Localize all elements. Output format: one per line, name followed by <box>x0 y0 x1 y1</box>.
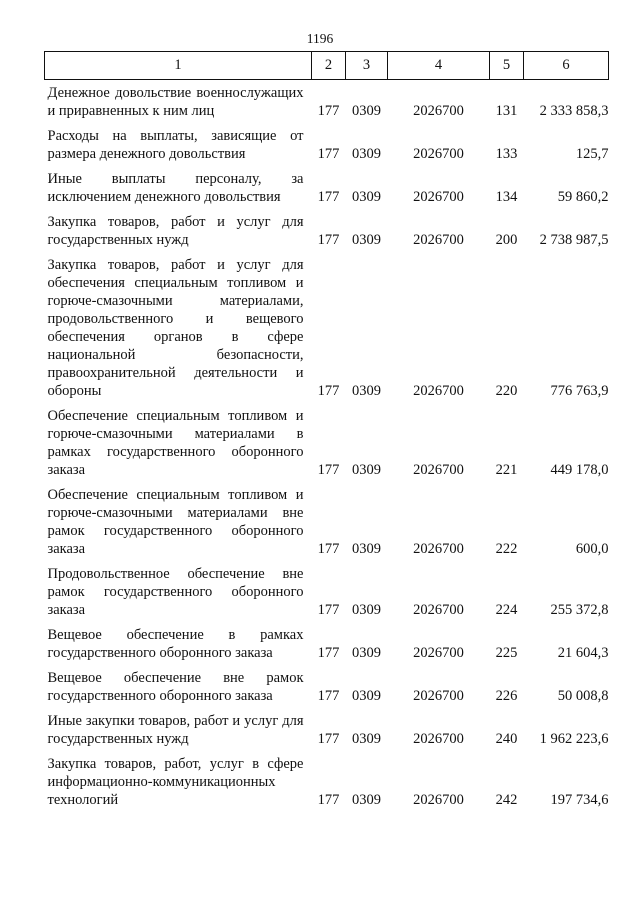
column-header-1: 1 <box>45 52 312 80</box>
row-amount: 59 860,2 <box>557 189 609 205</box>
row-ministry: 177 <box>317 688 340 704</box>
row-amount: 255 372,8 <box>550 602 609 618</box>
row-expense-type: 242 <box>495 792 518 808</box>
row-ministry: 177 <box>317 103 340 119</box>
row-target: 2026700 <box>413 462 464 478</box>
row-name: Обеспечение специальным топливом и горюче-смазочными материалами в рамках государственного оборонного заказа <box>47 408 304 478</box>
row-name: Иные закупки товаров, работ и услуг для государственных нужд <box>47 713 304 747</box>
row-target: 2026700 <box>413 602 464 618</box>
row-ministry: 177 <box>317 792 340 808</box>
row-target: 2026700 <box>413 792 464 808</box>
table-row <box>45 163 609 206</box>
row-name: Денежное довольствие военнослужащих и приравненных к ним лиц <box>47 85 304 119</box>
table-row <box>45 748 609 809</box>
column-header-2: 2 <box>312 52 346 80</box>
row-name: Расходы на выплаты, зависящие от размера денежного довольствия <box>47 128 304 162</box>
row-expense-type: 133 <box>495 146 518 162</box>
row-amount: 1 962 223,6 <box>539 731 609 747</box>
row-name: Обеспечение специальным топливом и горюче-смазочными материалами вне рамок государственного оборонного заказа <box>47 487 304 557</box>
row-target: 2026700 <box>413 232 464 248</box>
row-section: 0309 <box>352 541 381 557</box>
row-ministry: 177 <box>317 602 340 618</box>
table-row <box>45 400 609 479</box>
row-expense-type: 134 <box>495 189 518 205</box>
column-header-6: 6 <box>524 52 609 80</box>
row-expense-type: 222 <box>495 541 518 557</box>
budget-table <box>44 51 609 809</box>
table-row <box>45 479 609 558</box>
row-ministry: 177 <box>317 462 340 478</box>
row-target: 2026700 <box>413 146 464 162</box>
row-name: Иные выплаты персоналу, за исключением денежного довольствия <box>47 171 304 205</box>
row-amount: 776 763,9 <box>550 383 609 399</box>
row-section: 0309 <box>352 602 381 618</box>
row-target: 2026700 <box>413 383 464 399</box>
row-expense-type: 221 <box>495 462 518 478</box>
row-section: 0309 <box>352 103 381 119</box>
table-row <box>45 705 609 748</box>
row-ministry: 177 <box>317 189 340 205</box>
row-section: 0309 <box>352 232 381 248</box>
row-ministry: 177 <box>317 541 340 557</box>
row-section: 0309 <box>352 688 381 704</box>
row-amount: 600,0 <box>575 541 609 557</box>
row-section: 0309 <box>352 731 381 747</box>
row-section: 0309 <box>352 462 381 478</box>
row-name: Закупка товаров, работ, услуг в сфере информационно-коммуникационных технологий <box>47 756 304 808</box>
row-target: 2026700 <box>413 541 464 557</box>
page-number: 1196 <box>306 31 334 46</box>
row-target: 2026700 <box>413 645 464 661</box>
row-expense-type: 225 <box>495 645 518 661</box>
table-row <box>45 249 609 400</box>
table-row <box>45 80 609 121</box>
row-section: 0309 <box>352 189 381 205</box>
row-name: Закупка товаров, работ и услуг для обеспечения специальным топливом и горюче-смазочными материалами, продовольственного и вещевого обеспечения органов в сфере национальной безопасности, правоохранительной деятельности и обороны <box>47 257 304 399</box>
table-row <box>45 662 609 705</box>
table-body <box>45 80 609 810</box>
row-amount: 21 604,3 <box>557 645 609 661</box>
row-section: 0309 <box>352 146 381 162</box>
row-ministry: 177 <box>317 731 340 747</box>
table-header <box>45 52 609 80</box>
column-header-4: 4 <box>388 52 490 80</box>
column-header-5: 5 <box>490 52 524 80</box>
row-amount: 125,7 <box>575 146 609 162</box>
row-expense-type: 224 <box>495 602 518 618</box>
row-target: 2026700 <box>413 189 464 205</box>
column-header-3: 3 <box>346 52 388 80</box>
row-amount: 2 333 858,3 <box>539 103 609 119</box>
row-expense-type: 200 <box>495 232 518 248</box>
row-target: 2026700 <box>413 103 464 119</box>
table-row <box>45 558 609 619</box>
row-section: 0309 <box>352 792 381 808</box>
row-name: Вещевое обеспечение в рамках государственного оборонного заказа <box>47 627 304 661</box>
table-row <box>45 619 609 662</box>
header-row <box>45 52 609 80</box>
row-amount: 2 738 987,5 <box>539 232 609 248</box>
row-ministry: 177 <box>317 383 340 399</box>
row-target: 2026700 <box>413 688 464 704</box>
row-expense-type: 226 <box>495 688 518 704</box>
row-amount: 197 734,6 <box>550 792 609 808</box>
row-ministry: 177 <box>317 232 340 248</box>
table-row <box>45 120 609 163</box>
row-expense-type: 131 <box>495 103 518 119</box>
row-ministry: 177 <box>317 645 340 661</box>
row-expense-type: 240 <box>495 731 518 747</box>
row-ministry: 177 <box>317 146 340 162</box>
row-name: Продовольственное обеспечение вне рамок государственного оборонного заказа <box>47 566 304 618</box>
row-section: 0309 <box>352 383 381 399</box>
row-expense-type: 220 <box>495 383 518 399</box>
row-name: Вещевое обеспечение вне рамок государственного оборонного заказа <box>47 670 304 704</box>
row-section: 0309 <box>352 645 381 661</box>
row-name: Закупка товаров, работ и услуг для государственных нужд <box>47 214 304 248</box>
row-amount: 50 008,8 <box>557 688 609 704</box>
row-target: 2026700 <box>413 731 464 747</box>
table-row <box>45 206 609 249</box>
row-amount: 449 178,0 <box>550 462 609 478</box>
